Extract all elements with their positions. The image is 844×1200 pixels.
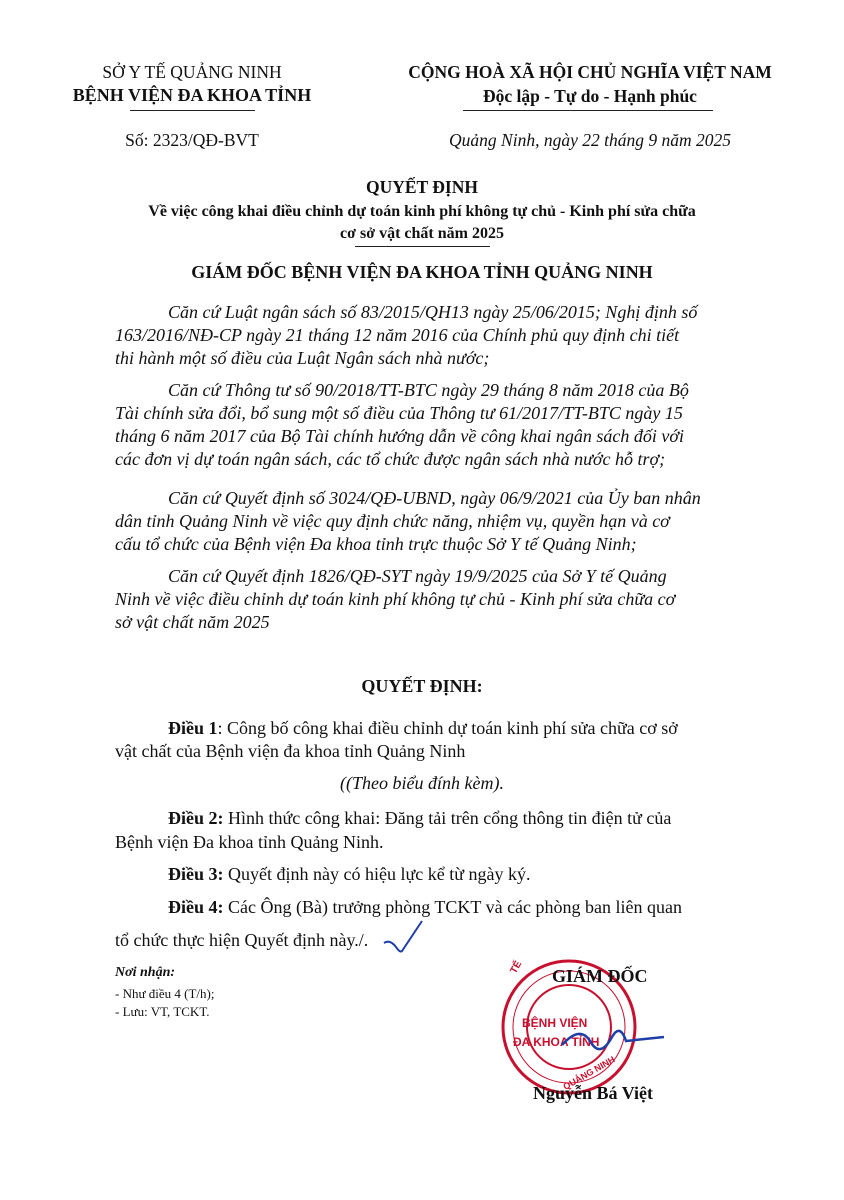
article-1-note: ((Theo biểu đính kèm). (340, 773, 504, 793)
article-1-line-1 (115, 717, 755, 739)
basis-3-line-3: cấu tổ chức của Bệnh viện Đa khoa tỉnh trực thuộc Sở Y tế Quảng Ninh; (115, 534, 637, 554)
basis-4-line-1: Căn cứ Quyết định 1826/QĐ-SYT ngày 19/9/2025 của Sở Y tế Quảng (168, 566, 667, 586)
national-motto: Độc lập - Tự do - Hạnh phúc (483, 86, 697, 106)
recipient-item: - Như điều 4 (T/h); (115, 986, 215, 1001)
document-subject-line-1: Về việc công khai điều chỉnh dự toán kinh phí không tự chủ - Kinh phí sửa chữa (148, 203, 696, 220)
article-4-line-2: tổ chức thực hiện Quyết định này./. (115, 930, 369, 950)
signer-name: Nguyễn Bá Việt (533, 1083, 654, 1103)
article-2-line-2: Bệnh viện Đa khoa tỉnh Quảng Ninh. (115, 832, 384, 852)
article-3-line-1 (115, 863, 755, 885)
basis-2-line-1: Căn cứ Thông tư số 90/2018/TT-BTC ngày 29 tháng 8 năm 2018 của Bộ (168, 380, 689, 400)
basis-2-line-3: tháng 6 năm 2017 của Bộ Tài chính hướng dẫn về công khai ngân sách đối với (115, 426, 684, 446)
hospital-name: BỆNH VIỆN ĐA KHOA TỈNH (72, 85, 312, 105)
recipients-title: Nơi nhận: (115, 965, 176, 980)
motto-underline (463, 110, 713, 111)
document-title: QUYẾT ĐỊNH (366, 177, 478, 197)
initial-check-mark (378, 915, 438, 965)
stamp-ring-top: TẾ (508, 959, 525, 976)
handwritten-signature (560, 1015, 670, 1065)
article-4-label: Điều 4: (168, 897, 224, 917)
basis-2-line-2: Tài chính sửa đổi, bổ sung một số điều của Thông tư 61/2017/TT-BTC ngày 15 (115, 403, 683, 423)
article-1-label: Điều 1 (168, 718, 218, 738)
header-left-underline (130, 110, 255, 111)
article-4-text: Các Ông (Bà) trưởng phòng TCKT và các phòng ban liên quan (223, 897, 683, 917)
agency-name: SỞ Y TẾ QUẢNG NINH (102, 62, 282, 82)
article-1-text: : Công bố công khai điều chỉnh dự toán kinh phí sửa chữa cơ sở (217, 718, 678, 738)
basis-4-line-2: Ninh về việc điều chỉnh dự toán kinh phí không tự chủ - Kinh phí sửa chữa cơ (115, 589, 676, 609)
place-date: Quảng Ninh, ngày 22 tháng 9 năm 2025 (449, 130, 731, 150)
article-3-text: Quyết định này có hiệu lực kể từ ngày ký. (223, 864, 531, 884)
basis-4-line-3: sở vật chất năm 2025 (115, 612, 270, 632)
basis-3-line-1: Căn cứ Quyết định số 3024/QĐ-UBND, ngày 06/9/2021 của Ủy ban nhân (168, 488, 701, 508)
article-1-line-2: vật chất của Bệnh viện đa khoa tỉnh Quảng Ninh (115, 741, 466, 761)
document-subject-line-2: cơ sở vật chất năm 2025 (340, 225, 504, 242)
stamp-ring-bottom: QUẢNG NINH (561, 1054, 617, 1092)
national-title: CỘNG HOÀ XÃ HỘI CHỦ NGHĨA VIỆT NAM (408, 62, 772, 82)
decision-heading: QUYẾT ĐỊNH: (361, 676, 483, 696)
issuing-authority: GIÁM ĐỐC BỆNH VIỆN ĐA KHOA TỈNH QUẢNG NINH (191, 262, 653, 282)
document-number: Số: 2323/QĐ-BVT (125, 130, 259, 150)
signer-title: GIÁM ĐỐC (552, 966, 648, 986)
basis-1-line-2: 163/2016/NĐ-CP ngày 21 tháng 12 năm 2016 của Chính phủ quy định chi tiết (115, 325, 680, 345)
recipient-item: - Lưu: VT, TCKT. (115, 1004, 210, 1019)
basis-2-line-4: các đơn vị dự toán ngân sách, các tổ chức được ngân sách nhà nước hỗ trợ; (115, 449, 666, 469)
subject-underline (355, 246, 490, 247)
article-2-line-1 (115, 807, 755, 829)
article-2-text: Hình thức công khai: Đăng tải trên cổng thông tin điện tử của (223, 808, 672, 828)
stamp-line-1: BỆNH VIỆN (522, 1016, 588, 1030)
article-3-label: Điều 3: (168, 864, 224, 884)
stamp-line-2: ĐA KHOA TỈNH (513, 1035, 600, 1049)
basis-1-line-3: thi hành một số điều của Luật Ngân sách nhà nước; (115, 348, 490, 368)
article-2-label: Điều 2: (168, 808, 224, 828)
basis-1-line-1: Căn cứ Luật ngân sách số 83/2015/QH13 ngày 25/06/2015; Nghị định số (168, 302, 698, 322)
basis-3-line-2: dân tỉnh Quảng Ninh về việc quy định chức năng, nhiệm vụ, quyền hạn và cơ (115, 511, 670, 531)
